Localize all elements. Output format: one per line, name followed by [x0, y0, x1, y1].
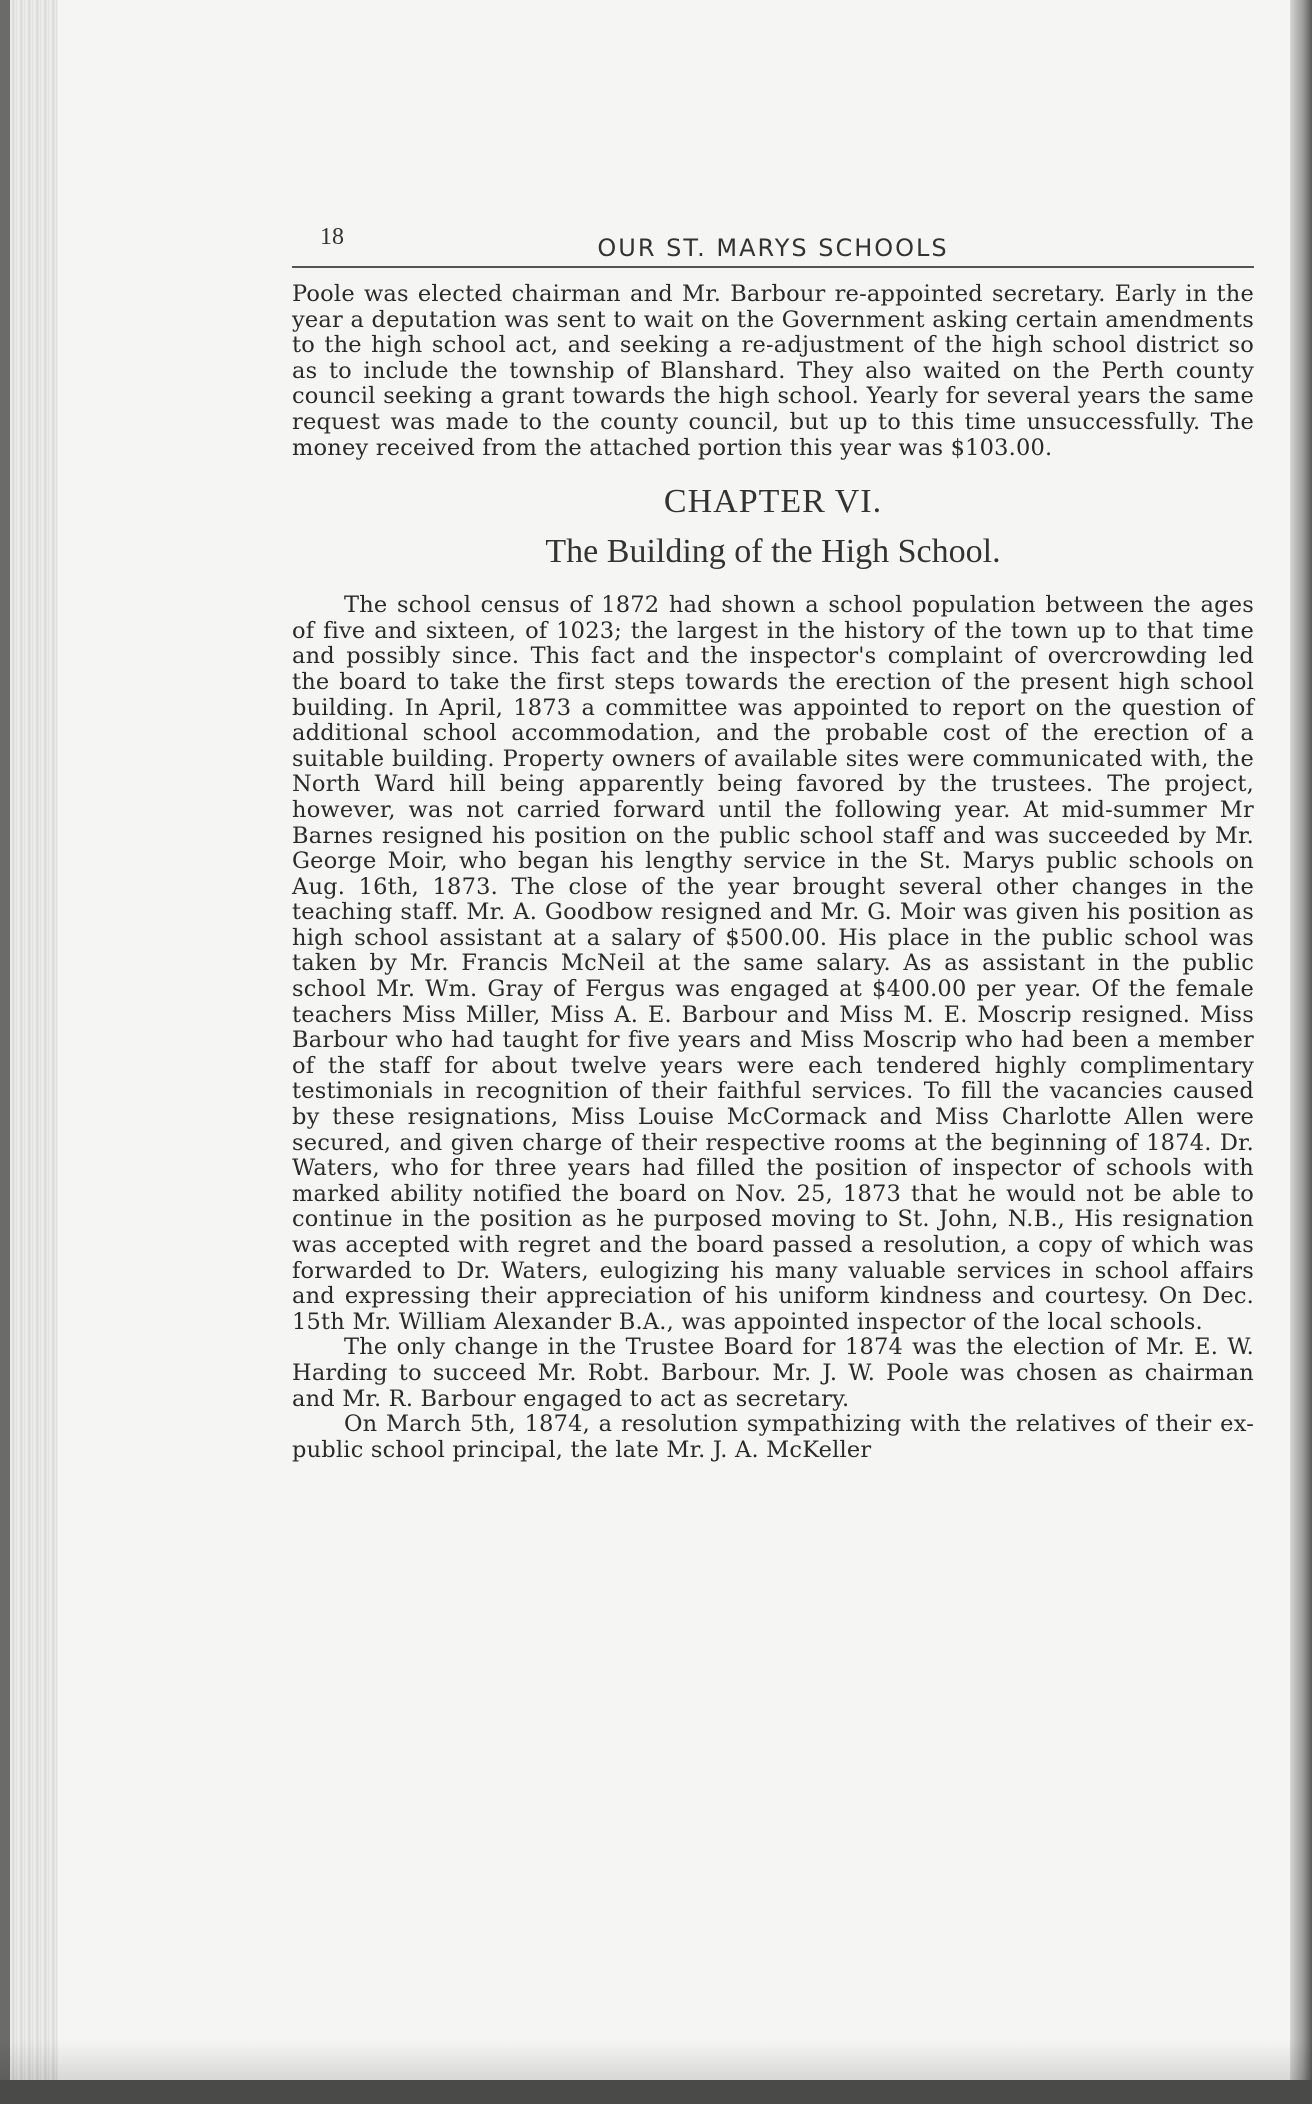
intro-paragraph: Poole was elected chairman and Mr. Barbour re-appointed secretary. Early in the year a deputation was sent to wait on the Government asking certain amendments to the high school act, and seeking a re-adjustment of the high school district so as to include the township of Blanshard. They also waited on the Perth county council seeking a grant towards the high school. Yearly for several years the same request was made to the county council, but up to this time unsuccessfully. The money received from the attached portion this year was $103.00.: [292, 281, 1254, 461]
scan-bottom-border: [0, 2080, 1312, 2104]
chapter-title: The Building of the High School.: [545, 533, 1001, 571]
page-content: [292, 222, 1254, 1463]
right-page-edge: [1290, 0, 1312, 2104]
body-paragraph: The only change in the Trustee Board for 1874 was the election of Mr. E. W. Harding to succeed Mr. Robt. Barbour. Mr. J. W. Poole was chosen as chairman and Mr. R. Barbour engaged to act as secretary.: [292, 1334, 1254, 1412]
bottom-shadow: [0, 2040, 1312, 2080]
running-title: OUR ST. MARYS SCHOOLS: [597, 234, 949, 262]
body-paragraph: The school census of 1872 had shown a school population between the ages of five and sixteen, of 1023; the largest in the history of the town up to that time and possibly since. This fact and the inspector's complaint of overcrowding led the board to take the first steps towards the erection of the present high school building. In April, 1873 a committee was appointed to report on the question of additional school accommodation, and the probable cost of the erection of a suitable building. Property owners of available sites were communicated with, the North Ward hill being apparently being favored by the trustees. The project, however, was not carried forward until the following year. At mid-summer Mr Barnes resigned his position on the public school staff and was succeeded by Mr. George Moir, who began his lengthy service in the St. Marys public schools on Aug. 16th, 1873. The close of the year brought several other changes in the teaching staff. Mr. A. Goodbow resigned and Mr. G. Moir was given his position as high school assistant at a salary of $500.00. His place in the public school was taken by Mr. Francis McNeil at the same salary. As as assistant in the public school Mr. Wm. Gray of Fergus was engaged at $400.00 per year. Of the female teachers Miss Miller, Miss A. E. Barbour and Miss M. E. Moscrip resigned. Miss Barbour who had taught for five years and Miss Moscrip who had been a member of the staff for about twelve years were each tendered highly complimentary testimonials in recognition of their faithful services. To fill the vacancies caused by these resignations, Miss Louise McCormack and Miss Charlotte Allen were secured, and given charge of their respective rooms at the beginning of 1874. Dr. Waters, who for three years had filled the position of inspector of schools with marked ability notified the board on Nov. 25, 1873 that he would not be able to continue in the position as he purposed moving to St. John, N.B., His resignation was accepted with regret and the board passed a resolution, a copy of which was forwarded to Dr. Waters, eulogizing his many valuable services in school affairs and expressing their appreciation of his uniform kindness and courtesy. On Dec. 15th Mr. William Alexander B.A., was appointed inspector of the local schools.: [292, 592, 1254, 1335]
body-paragraph: On March 5th, 1874, a resolution sympathizing with the relatives of their ex-public school principal, the late Mr. J. A. McKeller: [292, 1411, 1254, 1463]
page-number: 18: [320, 224, 344, 250]
chapter-number: CHAPTER VI.: [663, 483, 883, 521]
running-head: [292, 222, 1254, 268]
binding-shadow: [0, 0, 10, 2104]
